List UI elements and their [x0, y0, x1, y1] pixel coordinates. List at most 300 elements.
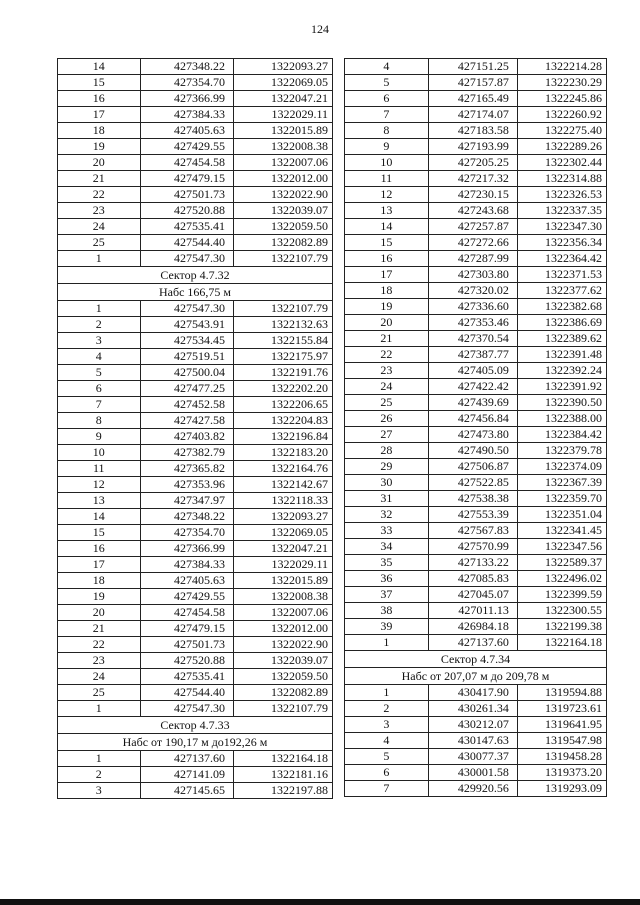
y-coordinate-cell: 1322164.18: [517, 635, 606, 651]
page-number: 124: [311, 22, 329, 36]
x-coordinate-cell: 427370.54: [428, 331, 517, 347]
y-coordinate-cell: 1322175.97: [234, 349, 333, 365]
x-coordinate-cell: 427045.07: [428, 587, 517, 603]
table-row: [58, 783, 333, 799]
x-coordinate-cell: 427387.77: [428, 347, 517, 363]
point-number-cell: 24: [58, 669, 141, 685]
table-row: [58, 767, 333, 783]
y-coordinate-cell: 1322204.83: [234, 413, 333, 429]
point-number-cell: 12: [345, 187, 429, 203]
table-row: [58, 187, 333, 203]
point-number-cell: 1: [58, 301, 141, 317]
point-number-cell: 27: [345, 427, 429, 443]
point-number-cell: 3: [58, 333, 141, 349]
table-row: [58, 525, 333, 541]
sector-heading: Набс 166,75 м: [58, 284, 333, 301]
x-coordinate-cell: 427490.50: [428, 443, 517, 459]
table-row: [345, 219, 607, 235]
point-number-cell: 12: [58, 477, 141, 493]
point-number-cell: 29: [345, 459, 429, 475]
sector-heading-row: [58, 717, 333, 734]
table-row: [58, 429, 333, 445]
table-row: [345, 187, 607, 203]
point-number-cell: 26: [345, 411, 429, 427]
table-row: [345, 765, 607, 781]
x-coordinate-cell: 427405.63: [140, 123, 234, 139]
point-number-cell: 37: [345, 587, 429, 603]
x-coordinate-cell: 427336.60: [428, 299, 517, 315]
y-coordinate-cell: 1322181.16: [234, 767, 333, 783]
point-number-cell: 2: [58, 317, 141, 333]
y-coordinate-cell: 1322384.42: [517, 427, 606, 443]
table-row: [345, 315, 607, 331]
table-row: [58, 317, 333, 333]
x-coordinate-cell: 427165.49: [428, 91, 517, 107]
x-coordinate-cell: 427429.55: [140, 139, 234, 155]
y-coordinate-cell: 1322107.79: [234, 251, 333, 267]
y-coordinate-cell: 1322389.62: [517, 331, 606, 347]
y-coordinate-cell: 1322191.76: [234, 365, 333, 381]
table-row: [58, 219, 333, 235]
y-coordinate-cell: 1322289.26: [517, 139, 606, 155]
x-coordinate-cell: 427553.39: [428, 507, 517, 523]
y-coordinate-cell: 1322029.11: [234, 107, 333, 123]
table-row: [345, 235, 607, 251]
y-coordinate-cell: 1322118.33: [234, 493, 333, 509]
y-coordinate-cell: 1322199.38: [517, 619, 606, 635]
sector-heading-row: [58, 734, 333, 751]
point-number-cell: 35: [345, 555, 429, 571]
y-coordinate-cell: 1322015.89: [234, 123, 333, 139]
x-coordinate-cell: 430417.90: [428, 685, 517, 701]
y-coordinate-cell: 1322260.92: [517, 107, 606, 123]
point-number-cell: 22: [58, 187, 141, 203]
x-coordinate-cell: 427353.46: [428, 315, 517, 331]
y-coordinate-cell: 1322275.40: [517, 123, 606, 139]
point-number-cell: 21: [58, 171, 141, 187]
x-coordinate-cell: 427501.73: [140, 637, 234, 653]
point-number-cell: 23: [58, 653, 141, 669]
x-coordinate-cell: 430001.58: [428, 765, 517, 781]
point-number-cell: 36: [345, 571, 429, 587]
table-row: [58, 637, 333, 653]
point-number-cell: 22: [58, 637, 141, 653]
y-coordinate-cell: 1322164.18: [234, 751, 333, 767]
table-row: [58, 685, 333, 701]
x-coordinate-cell: 427473.80: [428, 427, 517, 443]
y-coordinate-cell: 1322367.39: [517, 475, 606, 491]
x-coordinate-cell: 427183.58: [428, 123, 517, 139]
x-coordinate-cell: 427538.38: [428, 491, 517, 507]
y-coordinate-cell: 1322008.38: [234, 139, 333, 155]
x-coordinate-cell: 427272.66: [428, 235, 517, 251]
point-number-cell: 5: [345, 749, 429, 765]
table-row: [345, 603, 607, 619]
y-coordinate-cell: 1322359.70: [517, 491, 606, 507]
x-coordinate-cell: 429920.56: [428, 781, 517, 797]
x-coordinate-cell: 427405.09: [428, 363, 517, 379]
sector-heading-row: [345, 668, 607, 685]
y-coordinate-cell: 1319293.09: [517, 781, 606, 797]
y-coordinate-cell: 1322379.78: [517, 443, 606, 459]
y-coordinate-cell: 1322082.89: [234, 685, 333, 701]
table-row: [345, 507, 607, 523]
table-row: [345, 59, 607, 75]
y-coordinate-cell: 1322496.02: [517, 571, 606, 587]
x-coordinate-cell: 427348.22: [140, 509, 234, 525]
x-coordinate-cell: 427456.84: [428, 411, 517, 427]
x-coordinate-cell: 427303.80: [428, 267, 517, 283]
point-number-cell: 5: [58, 365, 141, 381]
point-number-cell: 24: [58, 219, 141, 235]
point-number-cell: 17: [58, 107, 141, 123]
point-number-cell: 24: [345, 379, 429, 395]
coordinate-table: [344, 58, 607, 797]
table-row: [345, 91, 607, 107]
x-coordinate-cell: 427205.25: [428, 155, 517, 171]
y-coordinate-cell: 1322341.45: [517, 523, 606, 539]
x-coordinate-cell: 427320.02: [428, 283, 517, 299]
point-number-cell: 6: [345, 91, 429, 107]
y-coordinate-cell: 1322337.35: [517, 203, 606, 219]
table-row: [345, 571, 607, 587]
x-coordinate-cell: 427384.33: [140, 557, 234, 573]
table-row: [345, 443, 607, 459]
point-number-cell: 20: [58, 155, 141, 171]
y-coordinate-cell: 1322197.88: [234, 783, 333, 799]
point-number-cell: 39: [345, 619, 429, 635]
table-row: [58, 235, 333, 251]
y-coordinate-cell: 1322300.55: [517, 603, 606, 619]
y-coordinate-cell: 1322388.00: [517, 411, 606, 427]
y-coordinate-cell: 1322230.29: [517, 75, 606, 91]
table-row: [345, 155, 607, 171]
y-coordinate-cell: 1322391.92: [517, 379, 606, 395]
table-row: [345, 475, 607, 491]
x-coordinate-cell: 427544.40: [140, 235, 234, 251]
point-number-cell: 22: [345, 347, 429, 363]
point-number-cell: 20: [345, 315, 429, 331]
point-number-cell: 13: [345, 203, 429, 219]
table-row: [58, 349, 333, 365]
y-coordinate-cell: 1322392.24: [517, 363, 606, 379]
x-coordinate-cell: 427382.79: [140, 445, 234, 461]
table-row: [58, 477, 333, 493]
point-number-cell: 2: [345, 701, 429, 717]
y-coordinate-cell: 1319373.20: [517, 765, 606, 781]
y-coordinate-cell: 1319641.95: [517, 717, 606, 733]
x-coordinate-cell: 427477.25: [140, 381, 234, 397]
y-coordinate-cell: 1322007.06: [234, 605, 333, 621]
table-row: [345, 701, 607, 717]
x-coordinate-cell: 427452.58: [140, 397, 234, 413]
table-row: [345, 555, 607, 571]
y-coordinate-cell: 1322183.20: [234, 445, 333, 461]
x-coordinate-cell: 427522.85: [428, 475, 517, 491]
table-row: [345, 171, 607, 187]
y-coordinate-cell: 1322107.79: [234, 301, 333, 317]
y-coordinate-cell: 1322245.86: [517, 91, 606, 107]
table-row: [345, 685, 607, 701]
point-number-cell: 23: [345, 363, 429, 379]
point-number-cell: 4: [345, 733, 429, 749]
point-number-cell: 16: [58, 91, 141, 107]
x-coordinate-cell: 430077.37: [428, 749, 517, 765]
y-coordinate-cell: 1322047.21: [234, 91, 333, 107]
table-row: [345, 587, 607, 603]
x-coordinate-cell: 427365.82: [140, 461, 234, 477]
table-row: [345, 427, 607, 443]
table-row: [345, 717, 607, 733]
x-coordinate-cell: 427141.09: [140, 767, 234, 783]
table-row: [345, 331, 607, 347]
table-row: [345, 491, 607, 507]
point-number-cell: 7: [345, 781, 429, 797]
table-row: [345, 139, 607, 155]
sector-heading: Набс от 207,07 м до 209,78 м: [345, 668, 607, 685]
y-coordinate-cell: 1322371.53: [517, 267, 606, 283]
y-coordinate-cell: 1322022.90: [234, 187, 333, 203]
y-coordinate-cell: 1322007.06: [234, 155, 333, 171]
left-table-body: [58, 59, 333, 799]
table-row: [58, 59, 333, 75]
x-coordinate-cell: 427243.68: [428, 203, 517, 219]
x-coordinate-cell: 427506.87: [428, 459, 517, 475]
point-number-cell: 8: [345, 123, 429, 139]
table-row: [345, 283, 607, 299]
y-coordinate-cell: 1322142.67: [234, 477, 333, 493]
y-coordinate-cell: 1322029.11: [234, 557, 333, 573]
point-number-cell: 11: [345, 171, 429, 187]
x-coordinate-cell: 427479.15: [140, 621, 234, 637]
x-coordinate-cell: 427384.33: [140, 107, 234, 123]
table-row: [345, 635, 607, 651]
x-coordinate-cell: 427366.99: [140, 541, 234, 557]
y-coordinate-cell: 1322039.07: [234, 653, 333, 669]
x-coordinate-cell: 427570.99: [428, 539, 517, 555]
y-coordinate-cell: 1322206.65: [234, 397, 333, 413]
point-number-cell: 1: [345, 685, 429, 701]
left-coordinate-table: [57, 58, 333, 799]
table-row: [58, 621, 333, 637]
right-coordinate-table: [344, 58, 607, 797]
y-coordinate-cell: 1322364.42: [517, 251, 606, 267]
x-coordinate-cell: 427547.30: [140, 701, 234, 717]
point-number-cell: 21: [345, 331, 429, 347]
point-number-cell: 32: [345, 507, 429, 523]
point-number-cell: 20: [58, 605, 141, 621]
table-row: [58, 557, 333, 573]
y-coordinate-cell: 1322314.88: [517, 171, 606, 187]
table-row: [345, 379, 607, 395]
x-coordinate-cell: 426984.18: [428, 619, 517, 635]
y-coordinate-cell: 1322202.20: [234, 381, 333, 397]
x-coordinate-cell: 427174.07: [428, 107, 517, 123]
table-row: [58, 365, 333, 381]
point-number-cell: 23: [58, 203, 141, 219]
point-number-cell: 19: [345, 299, 429, 315]
table-row: [58, 397, 333, 413]
y-coordinate-cell: 1322093.27: [234, 509, 333, 525]
table-row: [58, 493, 333, 509]
point-number-cell: 8: [58, 413, 141, 429]
y-coordinate-cell: 1322356.34: [517, 235, 606, 251]
point-number-cell: 19: [58, 139, 141, 155]
table-row: [58, 445, 333, 461]
y-coordinate-cell: 1322012.00: [234, 621, 333, 637]
point-number-cell: 18: [58, 123, 141, 139]
x-coordinate-cell: 427535.41: [140, 669, 234, 685]
right-table-body: [345, 59, 607, 797]
table-row: [345, 619, 607, 635]
point-number-cell: 17: [345, 267, 429, 283]
point-number-cell: 1: [58, 251, 141, 267]
coordinate-table: [57, 58, 333, 799]
table-row: [58, 381, 333, 397]
y-coordinate-cell: 1322214.28: [517, 59, 606, 75]
y-coordinate-cell: 1322589.37: [517, 555, 606, 571]
point-number-cell: 3: [345, 717, 429, 733]
point-number-cell: 17: [58, 557, 141, 573]
x-coordinate-cell: 427454.58: [140, 605, 234, 621]
y-coordinate-cell: 1322039.07: [234, 203, 333, 219]
table-row: [58, 605, 333, 621]
point-number-cell: 16: [345, 251, 429, 267]
table-row: [345, 749, 607, 765]
y-coordinate-cell: 1322386.69: [517, 315, 606, 331]
sector-heading-row: [345, 651, 607, 668]
point-number-cell: 1: [58, 751, 141, 767]
point-number-cell: 15: [58, 525, 141, 541]
point-number-cell: 9: [345, 139, 429, 155]
x-coordinate-cell: 427422.42: [428, 379, 517, 395]
table-row: [58, 107, 333, 123]
point-number-cell: 19: [58, 589, 141, 605]
sector-heading: Сектор 4.7.33: [58, 717, 333, 734]
y-coordinate-cell: 1322351.04: [517, 507, 606, 523]
x-coordinate-cell: 427347.97: [140, 493, 234, 509]
point-number-cell: 6: [345, 765, 429, 781]
y-coordinate-cell: 1322347.56: [517, 539, 606, 555]
y-coordinate-cell: 1322155.84: [234, 333, 333, 349]
point-number-cell: 13: [58, 493, 141, 509]
point-number-cell: 25: [58, 235, 141, 251]
y-coordinate-cell: 1319723.61: [517, 701, 606, 717]
table-row: [58, 589, 333, 605]
point-number-cell: 14: [58, 509, 141, 525]
table-row: [345, 395, 607, 411]
table-row: [345, 267, 607, 283]
table-row: [345, 347, 607, 363]
point-number-cell: 15: [345, 235, 429, 251]
x-coordinate-cell: 430261.34: [428, 701, 517, 717]
point-number-cell: 31: [345, 491, 429, 507]
x-coordinate-cell: 430212.07: [428, 717, 517, 733]
point-number-cell: 33: [345, 523, 429, 539]
point-number-cell: 14: [345, 219, 429, 235]
table-row: [58, 669, 333, 685]
point-number-cell: 14: [58, 59, 141, 75]
table-row: [345, 251, 607, 267]
table-row: [345, 523, 607, 539]
table-row: [345, 733, 607, 749]
y-coordinate-cell: 1322347.30: [517, 219, 606, 235]
point-number-cell: 3: [58, 783, 141, 799]
x-coordinate-cell: 427535.41: [140, 219, 234, 235]
point-number-cell: 18: [58, 573, 141, 589]
point-number-cell: 25: [345, 395, 429, 411]
table-row: [58, 155, 333, 171]
x-coordinate-cell: 427133.22: [428, 555, 517, 571]
point-number-cell: 16: [58, 541, 141, 557]
point-number-cell: 34: [345, 539, 429, 555]
point-number-cell: 7: [58, 397, 141, 413]
point-number-cell: 25: [58, 685, 141, 701]
x-coordinate-cell: 427519.51: [140, 349, 234, 365]
table-row: [58, 701, 333, 717]
sector-heading: Набс от 190,17 м до192,26 м: [58, 734, 333, 751]
point-number-cell: 4: [58, 349, 141, 365]
x-coordinate-cell: 427011.13: [428, 603, 517, 619]
y-coordinate-cell: 1319594.88: [517, 685, 606, 701]
x-coordinate-cell: 427479.15: [140, 171, 234, 187]
table-row: [345, 299, 607, 315]
x-coordinate-cell: 427403.82: [140, 429, 234, 445]
y-coordinate-cell: 1322015.89: [234, 573, 333, 589]
x-coordinate-cell: 427145.65: [140, 783, 234, 799]
table-row: [345, 781, 607, 797]
table-row: [345, 539, 607, 555]
y-coordinate-cell: 1322164.76: [234, 461, 333, 477]
table-row: [345, 203, 607, 219]
point-number-cell: 28: [345, 443, 429, 459]
x-coordinate-cell: 427230.15: [428, 187, 517, 203]
point-number-cell: 2: [58, 767, 141, 783]
x-coordinate-cell: 427137.60: [140, 751, 234, 767]
point-number-cell: 1: [58, 701, 141, 717]
y-coordinate-cell: 1322399.59: [517, 587, 606, 603]
point-number-cell: 4: [345, 59, 429, 75]
x-coordinate-cell: 427137.60: [428, 635, 517, 651]
y-coordinate-cell: 1322008.38: [234, 589, 333, 605]
x-coordinate-cell: 427501.73: [140, 187, 234, 203]
point-number-cell: 7: [345, 107, 429, 123]
point-number-cell: 18: [345, 283, 429, 299]
y-coordinate-cell: 1322022.90: [234, 637, 333, 653]
x-coordinate-cell: 427534.45: [140, 333, 234, 349]
table-row: [58, 203, 333, 219]
y-coordinate-cell: 1322069.05: [234, 525, 333, 541]
table-row: [345, 363, 607, 379]
table-row: [58, 91, 333, 107]
table-row: [58, 123, 333, 139]
sector-heading-row: [58, 267, 333, 284]
x-coordinate-cell: 427520.88: [140, 203, 234, 219]
x-coordinate-cell: 427454.58: [140, 155, 234, 171]
y-coordinate-cell: 1322326.53: [517, 187, 606, 203]
y-coordinate-cell: 1322391.48: [517, 347, 606, 363]
x-coordinate-cell: 427567.83: [428, 523, 517, 539]
point-number-cell: 30: [345, 475, 429, 491]
table-row: [58, 251, 333, 267]
y-coordinate-cell: 1319458.28: [517, 749, 606, 765]
y-coordinate-cell: 1322374.09: [517, 459, 606, 475]
x-coordinate-cell: 427085.83: [428, 571, 517, 587]
y-coordinate-cell: 1322196.84: [234, 429, 333, 445]
x-coordinate-cell: 427500.04: [140, 365, 234, 381]
x-coordinate-cell: 427544.40: [140, 685, 234, 701]
y-coordinate-cell: 1322069.05: [234, 75, 333, 91]
